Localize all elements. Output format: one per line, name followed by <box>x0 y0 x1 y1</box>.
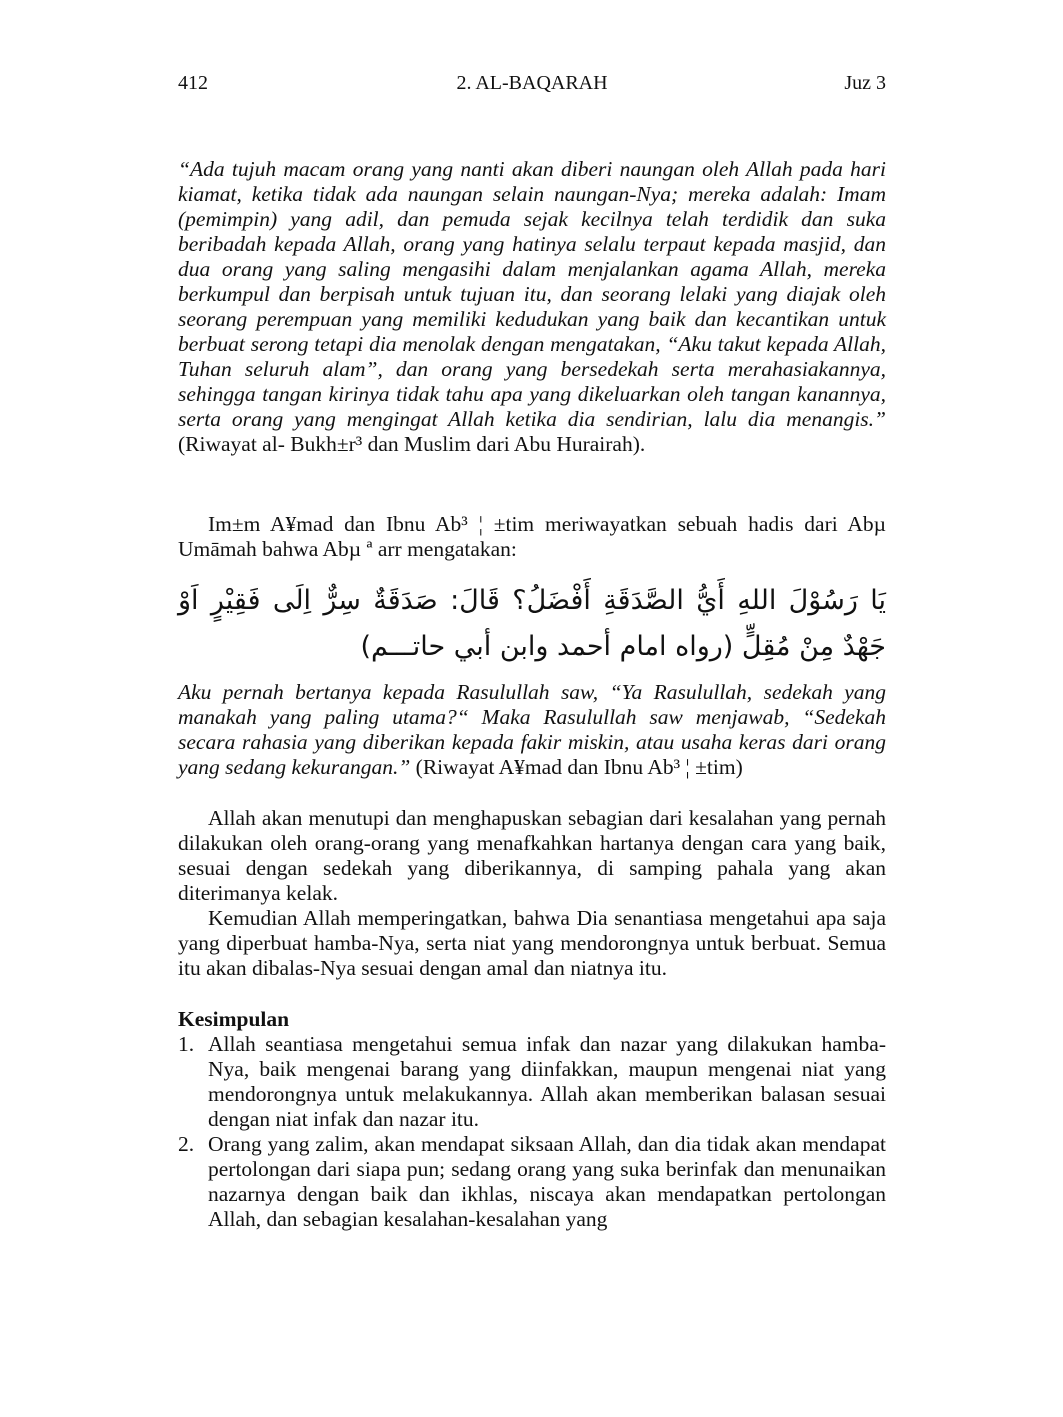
conclusion-item-text: Orang yang zalim, akan mendapat siksaan Allah, dan dia tidak akan mendapat pertolongan dari siapa pun; sedang orang yang suka berinfak dan menunaikan nazarnya dengan baik dan ikhlas, niscaya akan mendapatkan pertolongan Allah, dan sebagian kesalahan-kesalahan yang <box>208 1132 886 1231</box>
surah-title: 2. AL-BAQARAH <box>456 72 608 94</box>
page-number: 412 <box>178 72 208 94</box>
translation-quote-text: Aku pernah bertanya kepada Rasulullah saw, “Ya Rasulullah, sedekah yang manakah yang paling utama?“ Maka Rasulullah saw menjawab, “Sedekah secara rahasia yang diberikan kepada fakir miskin, atau usaha keras dari orang yang sedang kekurangan.” <box>178 680 886 779</box>
narration-intro-block <box>178 512 886 562</box>
explanation-text-2: Kemudian Allah memperingatkan, bahwa Dia senantiasa mengetahui apa saja yang diperbuat hamba-Nya, serta niat yang mendorongnya untuk berbuat. Semua itu akan dibalas-Nya sesuai dengan amal dan niatnya itu. <box>178 906 886 980</box>
conclusion-heading: Kesimpulan <box>178 1007 290 1031</box>
conclusion-list <box>178 1032 886 1232</box>
conclusion-section <box>178 1007 886 1232</box>
juz-label: Juz 3 <box>844 72 886 94</box>
page-header <box>178 72 886 100</box>
conclusion-item <box>178 1032 886 1132</box>
translation-source: (Riwayat A¥mad dan Ibnu Ab³ ¦ ±tim) <box>410 755 743 779</box>
hadith-source: (Riwayat al- Bukh±r³ dan Muslim dari Abu Hurairah). <box>178 432 646 456</box>
hadith-quote-block <box>178 157 886 457</box>
arabic-hadith-text: يَا رَسُوْلَ اللهِ أَيُّ الصَّدَقَةِ أَفْضَلُ؟ قَالَ: صَدَقَةٌ سِرٌّ اِلَى فَقِيْرٍ اَوْ جَهْدٌ مِنْ مُقِلٍّ (رواه امام أحمد وابن أبي حاتـــم) <box>178 585 886 662</box>
hadith-paragraph <box>178 157 886 457</box>
conclusion-item <box>178 1132 886 1232</box>
translation-block <box>178 680 886 780</box>
conclusion-item-number: 1. <box>178 1032 195 1056</box>
explanation-paragraph-1 <box>178 806 886 906</box>
explanation-text-1: Allah akan menutupi dan menghapuskan sebagian dari kesalahan yang pernah dilakukan oleh orang-orang yang menafkahkan hartanya dengan cara yang baik, sesuai dengan sedekah yang diberikannya, di samping pahala yang akan diterimanya kelak. <box>178 806 886 905</box>
translation-paragraph <box>178 680 886 780</box>
narration-intro-text: Im±m A¥mad dan Ibnu Ab³ ¦ ±tim meriwayatkan sebuah hadis dari Abµ Umāmah bahwa Abµ ª arr mengatakan: <box>178 512 886 561</box>
conclusion-item-number: 2. <box>178 1132 195 1156</box>
explanation-paragraph-2 <box>178 906 886 981</box>
conclusion-item-text: Allah seantiasa mengetahui semua infak dan nazar yang dilakukan hamba-Nya, baik mengenai barang yang diinfakkan, maupun mengenai niat yang mendorongnya untuk melakukannya. Allah akan memberikan balasan sesuai dengan niat infak dan nazar itu. <box>208 1032 886 1131</box>
hadith-quote-text: “Ada tujuh macam orang yang nanti akan diberi naungan oleh Allah pada hari kiamat, ketika tidak ada naungan selain naungan-Nya; mereka adalah: Imam (pemimpin) yang adil, dan pemuda sejak kecilnya telah terdidik dan suka beribadah kepada Allah, orang yang hatinya selalu terpaut kepada masjid, dan dua orang yang saling mengasihi dalam menjalankan agama Allah, mereka berkumpul dan berpisah untuk tujuan itu, dan seorang lelaki yang diajak oleh seorang perempuan yang memiliki kedudukan yang baik dan kecantikan untuk berbuat serong tetapi dia menolak dengan mengatakan, “Aku takut kepada Allah, Tuhan seluruh alam”, dan orang yang bersedekah serta merahasiakannya, sehingga tangan kirinya tidak tahu apa yang dikeluarkan oleh tangan kanannya, serta orang yang mengingat Allah ketika dia sendirian, lalu dia menangis.” <box>178 157 886 431</box>
